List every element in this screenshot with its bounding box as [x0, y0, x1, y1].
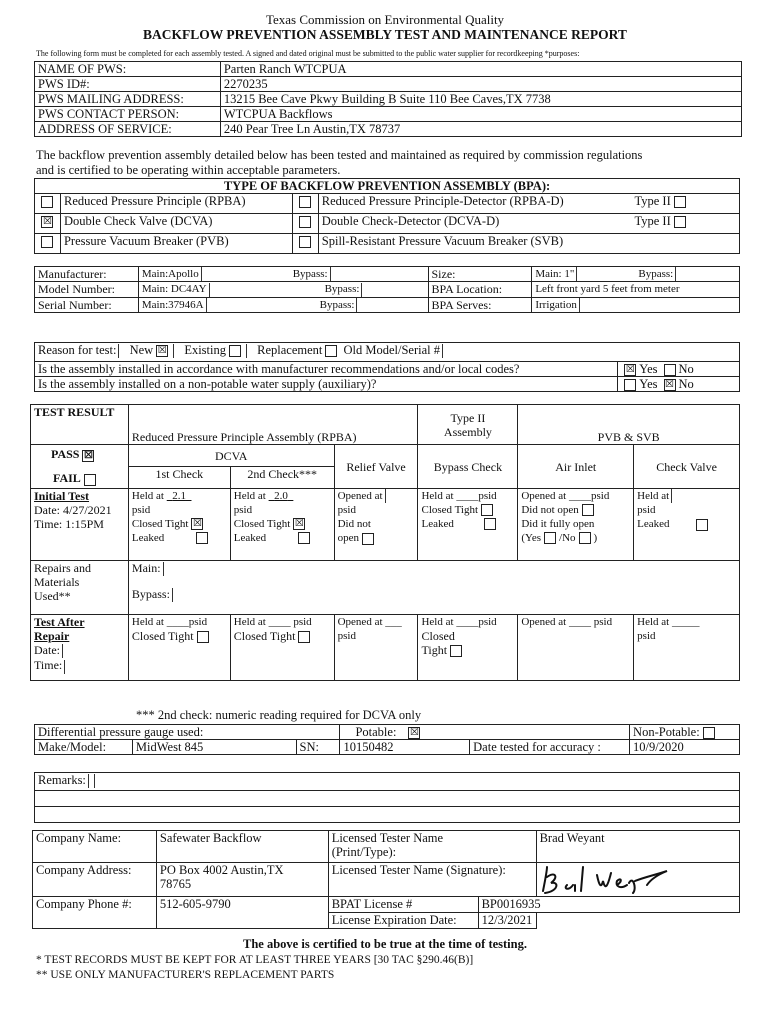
license-value[interactable]: BP0016935 [478, 897, 739, 913]
question-non-potable: Is the assembly installed on a non-potable water supply (auxiliary)? [35, 377, 618, 392]
gauge-table [34, 724, 740, 755]
after-check1-closed-label: Closed Tight [131, 629, 194, 643]
size-bypass-label: Bypass: [638, 268, 674, 280]
company-table [32, 830, 740, 929]
remarks-line-2[interactable] [35, 807, 740, 823]
type2-heading: Type II [450, 410, 486, 425]
after-repair-label-2: Repair [34, 629, 70, 643]
air-no-checkbox[interactable] [579, 532, 591, 544]
fail-label: FAIL [53, 471, 81, 486]
remarks-line-1[interactable] [35, 791, 740, 807]
relief-opened-label: Opened at [337, 490, 383, 502]
company-name-label: Company Name: [33, 831, 157, 863]
bypass-closed-tight-checkbox[interactable] [481, 504, 493, 516]
serial-main-value[interactable]: 37946A [168, 298, 204, 311]
air-did-not-open-label: Did not open [521, 504, 579, 516]
dcva-d-checkbox[interactable] [299, 216, 311, 228]
bypass-held-label: Held at [421, 490, 454, 502]
check2-held-label: Held at [233, 490, 266, 502]
company-address-label: Company Address: [33, 863, 157, 897]
pass-checkbox[interactable]: ☒ [83, 449, 93, 461]
after-date-label: Date: [34, 643, 60, 657]
after-checkvalve-psid: psid [637, 630, 656, 642]
checkvalve-held-label: Held at [637, 490, 670, 502]
after-check2-held-label: Held at [233, 616, 266, 628]
model-bypass-label: Bypass: [324, 283, 360, 296]
codes-yes-label: Yes [639, 362, 658, 376]
codes-no-label: No [678, 362, 694, 376]
assembly-heading: Assembly [443, 424, 492, 439]
check1-closed-tight-checkbox[interactable]: ☒ [192, 518, 202, 530]
pws-contact-label: PWS CONTACT PERSON: [35, 107, 221, 122]
relief-did-not: Did not [337, 518, 371, 531]
nonpotable-no-label: No [678, 377, 694, 392]
pws-id-value[interactable]: 2270235 [220, 77, 741, 92]
repairs-label-2: Materials [34, 575, 80, 589]
certification-line-2: and is certified to be operating within acceptable parameters. [36, 163, 341, 177]
company-address-line-2[interactable]: 78765 [159, 877, 192, 891]
bpa-type-heading: TYPE OF BACKFLOW PREVENTION ASSEMBLY (BPA): [35, 179, 740, 194]
codes-yes-checkbox[interactable]: ☒ [625, 364, 635, 376]
air-psid: psid [591, 490, 610, 502]
serves-value[interactable]: Irrigation [535, 298, 577, 311]
signature-field[interactable] [536, 863, 739, 897]
location-label: BPA Location: [428, 282, 532, 297]
check2-closed-tight-label: Closed Tight [233, 518, 291, 530]
air-yes-label: (Yes [521, 532, 542, 544]
nonpotable-no-checkbox[interactable]: ☒ [665, 379, 674, 391]
pvb-svb-heading: PVB & SVB [518, 405, 740, 445]
rpba-d-checkbox[interactable] [299, 196, 311, 208]
bypass-closed-tight-label: Closed Tight [421, 504, 479, 516]
check2-leaked-label: Leaked [233, 532, 267, 544]
agency-name: Texas Commission on Environmental Quality [265, 12, 505, 27]
after-bypass-closed: Closed [421, 629, 455, 643]
rpba-checkbox[interactable] [41, 196, 53, 208]
dcva-heading: DCVA [128, 445, 334, 467]
rpba-label: Reduced Pressure Principle (RPBA) [60, 194, 292, 214]
question-codes: Is the assembly installed in accordance with manufacturer recommendations and/or local codes? [35, 362, 618, 377]
check1-leaked-checkbox[interactable] [196, 532, 208, 544]
potable-checkbox[interactable]: ☒ [409, 727, 419, 739]
accuracy-date-value[interactable]: 10/9/2020 [630, 740, 740, 755]
records-note: * TEST RECORDS MUST BE KEPT FOR AT LEAST THREE YEARS [30 TAC §290.46(B)] [36, 954, 474, 966]
bypass-psid: psid [478, 490, 497, 502]
size-main-value[interactable]: 1" [564, 268, 575, 280]
certified-statement: The above is certified to be true at the time of testing. [243, 937, 527, 951]
initial-date-label: Date: [34, 503, 60, 517]
potable-label: Potable: [355, 725, 397, 739]
reason-new-checkbox[interactable]: ☒ [157, 345, 167, 357]
checkvalve-leaked-label: Leaked [637, 518, 670, 531]
non-potable-label: Non-Potable: [633, 725, 700, 739]
dcva-label: Double Check Valve (DCVA) [60, 214, 292, 234]
report-title: BACKFLOW PREVENTION ASSEMBLY TEST AND MAINTENANCE REPORT [143, 27, 627, 42]
after-relief-psid: psid [337, 630, 356, 642]
air-opened-label: Opened at [521, 490, 567, 502]
pws-id-label: PWS ID#: [35, 77, 221, 92]
check2-leaked-checkbox[interactable] [298, 532, 310, 544]
after-relief-opened-label: Opened at [337, 616, 383, 628]
model-main-value[interactable]: DC4AY [170, 283, 207, 296]
signature-label: Licensed Tester Name (Signature): [328, 863, 536, 897]
parts-note: ** USE ONLY MANUFACTURER'S REPLACEMENT PARTS [36, 969, 335, 981]
company-address-line-1[interactable]: PO Box 4002 Austin,TX [159, 863, 284, 877]
pws-name-value[interactable]: Parten Ranch WTCPUA [220, 62, 741, 77]
bpa-type-table [34, 178, 740, 254]
after-air-opened-label: Opened at [521, 616, 567, 628]
instructions: The following form must be completed for each assembly tested. A signed and dated original must be submitted to the public water supplier for recordkeeping *purposes: [36, 49, 580, 58]
after-check1-psid: psid [188, 616, 208, 628]
reason-existing-label: Existing [184, 343, 226, 357]
size-main-label: Main: [535, 268, 562, 280]
reason-existing-checkbox[interactable] [229, 345, 241, 357]
reason-replacement-label: Replacement [257, 343, 323, 357]
air-did-not-open-checkbox[interactable] [582, 504, 594, 516]
check2-psid: psid [233, 504, 253, 516]
nonpotable-yes-checkbox[interactable] [624, 379, 636, 391]
pvb-checkbox[interactable] [41, 236, 53, 248]
relief-valve-heading: Relief Valve [334, 445, 418, 489]
serial-main-label: Main: [141, 298, 169, 311]
dcva-d-type2-label: Type II [634, 214, 671, 228]
first-check-heading: 1st Check [128, 467, 230, 489]
model-label: Model Number: [35, 282, 139, 297]
tester-signature [537, 863, 687, 897]
location-value[interactable]: Left front yard 5 feet from meter [532, 282, 740, 297]
codes-no-checkbox[interactable] [664, 364, 676, 376]
check1-held-label: Held at [131, 490, 164, 502]
initial-test-label: Initial Test [34, 489, 90, 503]
reason-table [34, 342, 740, 392]
pws-address-value[interactable]: 13215 Bee Cave Pkwy Building B Suite 110 Bee Caves,TX 7738 [220, 92, 741, 107]
relief-open-label: open [337, 532, 359, 545]
checkvalve-leaked-checkbox[interactable] [696, 519, 708, 531]
tester-name-label-1: Licensed Tester Name [331, 831, 444, 845]
after-checkvalve-held-label: Held at [637, 616, 670, 628]
serves-label: BPA Serves: [428, 297, 532, 312]
reason-new-label: New [129, 343, 154, 357]
service-address-label: ADDRESS OF SERVICE: [35, 122, 221, 137]
after-bypass-closed-checkbox[interactable] [450, 645, 462, 657]
sn-value[interactable]: 10150482 [340, 740, 470, 755]
non-potable-checkbox[interactable] [703, 727, 715, 739]
second-check-heading: 2nd Check*** [230, 467, 334, 489]
after-bypass-psid: psid [478, 616, 497, 628]
device-table [34, 266, 740, 313]
after-check2-psid: psid [293, 616, 312, 628]
repairs-label-1: Repairs and [34, 561, 91, 575]
svb-checkbox[interactable] [299, 236, 311, 248]
tester-name-label-2: (Print/Type): [331, 845, 397, 859]
initial-time-value[interactable]: 1:15PM [65, 517, 104, 531]
repairs-label-3: Used** [34, 589, 71, 603]
remarks-label: Remarks: [38, 773, 86, 787]
expiration-label: License Expiration Date: [328, 913, 478, 929]
remarks-table [34, 772, 740, 823]
check-valve-heading: Check Valve [634, 445, 740, 489]
bypass-leaked-checkbox[interactable] [484, 518, 496, 530]
pws-address-label: PWS MAILING ADDRESS: [35, 92, 221, 107]
rpba-d-type2-label: Type II [634, 194, 671, 208]
company-phone-value[interactable]: 512-605-9790 [156, 897, 328, 929]
after-bypass-held-label: Held at [421, 616, 454, 628]
repairs-main-label: Main: [131, 561, 161, 575]
company-phone-label: Company Phone #: [33, 897, 157, 929]
make-model-label: Make/Model: [35, 740, 133, 755]
nonpotable-yes-label: Yes [639, 377, 658, 392]
air-yes-checkbox[interactable] [544, 532, 556, 544]
after-repair-label-1: Test After [34, 615, 85, 629]
repairs-bypass-label: Bypass: [131, 587, 170, 601]
manufacturer-bypass-label: Bypass: [292, 268, 328, 280]
certification-line-1: The backflow prevention assembly detailed below has been tested and maintained as required by commission regulations [36, 148, 643, 162]
serial-label: Serial Number: [35, 297, 139, 312]
test-result-label: TEST RESULT [31, 405, 129, 445]
accuracy-date-label: Date tested for accuracy : [470, 740, 630, 755]
pvb-label: Pressure Vacuum Breaker (PVB) [60, 234, 292, 254]
manufacturer-label: Manufacturer: [35, 267, 139, 282]
pws-name-label: NAME OF PWS: [35, 62, 221, 77]
pass-label: PASS [51, 447, 80, 462]
dcva-d-label: Double Check-Detector (DCVA-D) [321, 214, 500, 228]
tester-name-value[interactable]: Brad Weyant [536, 831, 739, 863]
relief-psid: psid [337, 504, 356, 517]
expiration-value[interactable]: 12/3/2021 [478, 913, 536, 929]
test-results-table: TEST RESULT Reduced Pressure Principle Assembly (RPBA) Type II Assembly PVB & SVB PASS ☒ FAIL DCVA Relief Valve Bypass Check Air Inlet Check Valve 1st Check 2nd Check*** Initial Test Date: 4/27/2021 Time: 1:15PM Held at 2.1 psid Closed Tight ☒ Leaked Held at 2.0 psid Closed Tight ☒ Leaked Opened at psid Did not open Held at ____psid Closed Tight Leaked Opened at ____psid Did not open Did it fully open (Yes /No ) Held at psid Leaked Repairs and Materials Used** Main: Bypass: Test After Repair Date: Time: Held at ____psid Closed Tight Held at ____ psid Closed Tight Opened at ___ psid Held at ____psid Closed Tight Opened at ____ psid Held at _____ psid [30, 404, 740, 681]
air-fully-open-label: Did it fully open [521, 518, 595, 530]
serial-bypass-label: Bypass: [319, 298, 355, 311]
bypass-leaked-label: Leaked [421, 518, 454, 530]
initial-time-label: Time: [34, 517, 63, 531]
check1-closed-tight-label: Closed Tight [131, 518, 189, 530]
check2-value[interactable]: 2.0 [274, 490, 288, 502]
check1-psid: psid [131, 504, 151, 516]
after-time-label: Time: [34, 658, 63, 673]
after-check2-closed-label: Closed Tight [233, 629, 296, 643]
license-label: BPAT License # [328, 897, 478, 913]
relief-did-not-open-checkbox[interactable] [362, 533, 374, 545]
svb-label: Spill-Resistant Pressure Vacuum Breaker (SVB) [318, 234, 739, 254]
air-inlet-heading: Air Inlet [518, 445, 634, 489]
dcva-d-type2-checkbox[interactable] [674, 216, 686, 228]
bypass-check-heading: Bypass Check [418, 445, 518, 489]
manufacturer-main-label: Main: [141, 268, 169, 280]
pws-table [34, 61, 742, 137]
reason-label: Reason for test: [38, 343, 117, 357]
size-label: Size: [428, 267, 532, 282]
model-main-label: Main: [141, 283, 169, 296]
pws-contact-value[interactable]: WTCPUA Backflows [220, 107, 741, 122]
check1-leaked-label: Leaked [131, 532, 165, 544]
fail-checkbox[interactable] [84, 474, 96, 486]
rpba-heading: Reduced Pressure Principle Assembly (RPBA) [128, 405, 418, 445]
dcva-checkbox[interactable]: ☒ [43, 216, 52, 228]
air-no-label: /No [559, 532, 576, 544]
initial-date-value[interactable]: 4/27/2021 [63, 503, 112, 517]
sn-label: SN: [296, 740, 340, 755]
company-name-value[interactable]: Safewater Backflow [156, 831, 328, 863]
rpba-d-label: Reduced Pressure Principle-Detector (RPBA-D) [321, 194, 564, 208]
gauge-label: Differential pressure gauge used: [35, 725, 340, 740]
check1-value[interactable]: 2.1 [172, 490, 186, 502]
service-address-value[interactable]: 240 Pear Tree Ln Austin,TX 78737 [220, 122, 741, 137]
after-check2-closed-checkbox[interactable] [298, 631, 310, 643]
after-check1-closed-checkbox[interactable] [197, 631, 209, 643]
reason-replacement-checkbox[interactable] [325, 345, 337, 357]
second-check-footnote: *** 2nd check: numeric reading required for DCVA only [136, 708, 422, 722]
make-model-value[interactable]: MidWest 845 [132, 740, 296, 755]
checkvalve-psid: psid [637, 504, 656, 517]
check2-closed-tight-checkbox[interactable]: ☒ [294, 518, 304, 530]
rpba-d-type2-checkbox[interactable] [674, 196, 686, 208]
after-air-psid: psid [593, 616, 613, 628]
manufacturer-main-value[interactable]: Apollo [168, 268, 199, 280]
after-check1-held-label: Held at [131, 616, 164, 628]
reason-old-model-label: Old Model/Serial # [343, 343, 441, 357]
after-bypass-tight: Tight [421, 643, 448, 657]
